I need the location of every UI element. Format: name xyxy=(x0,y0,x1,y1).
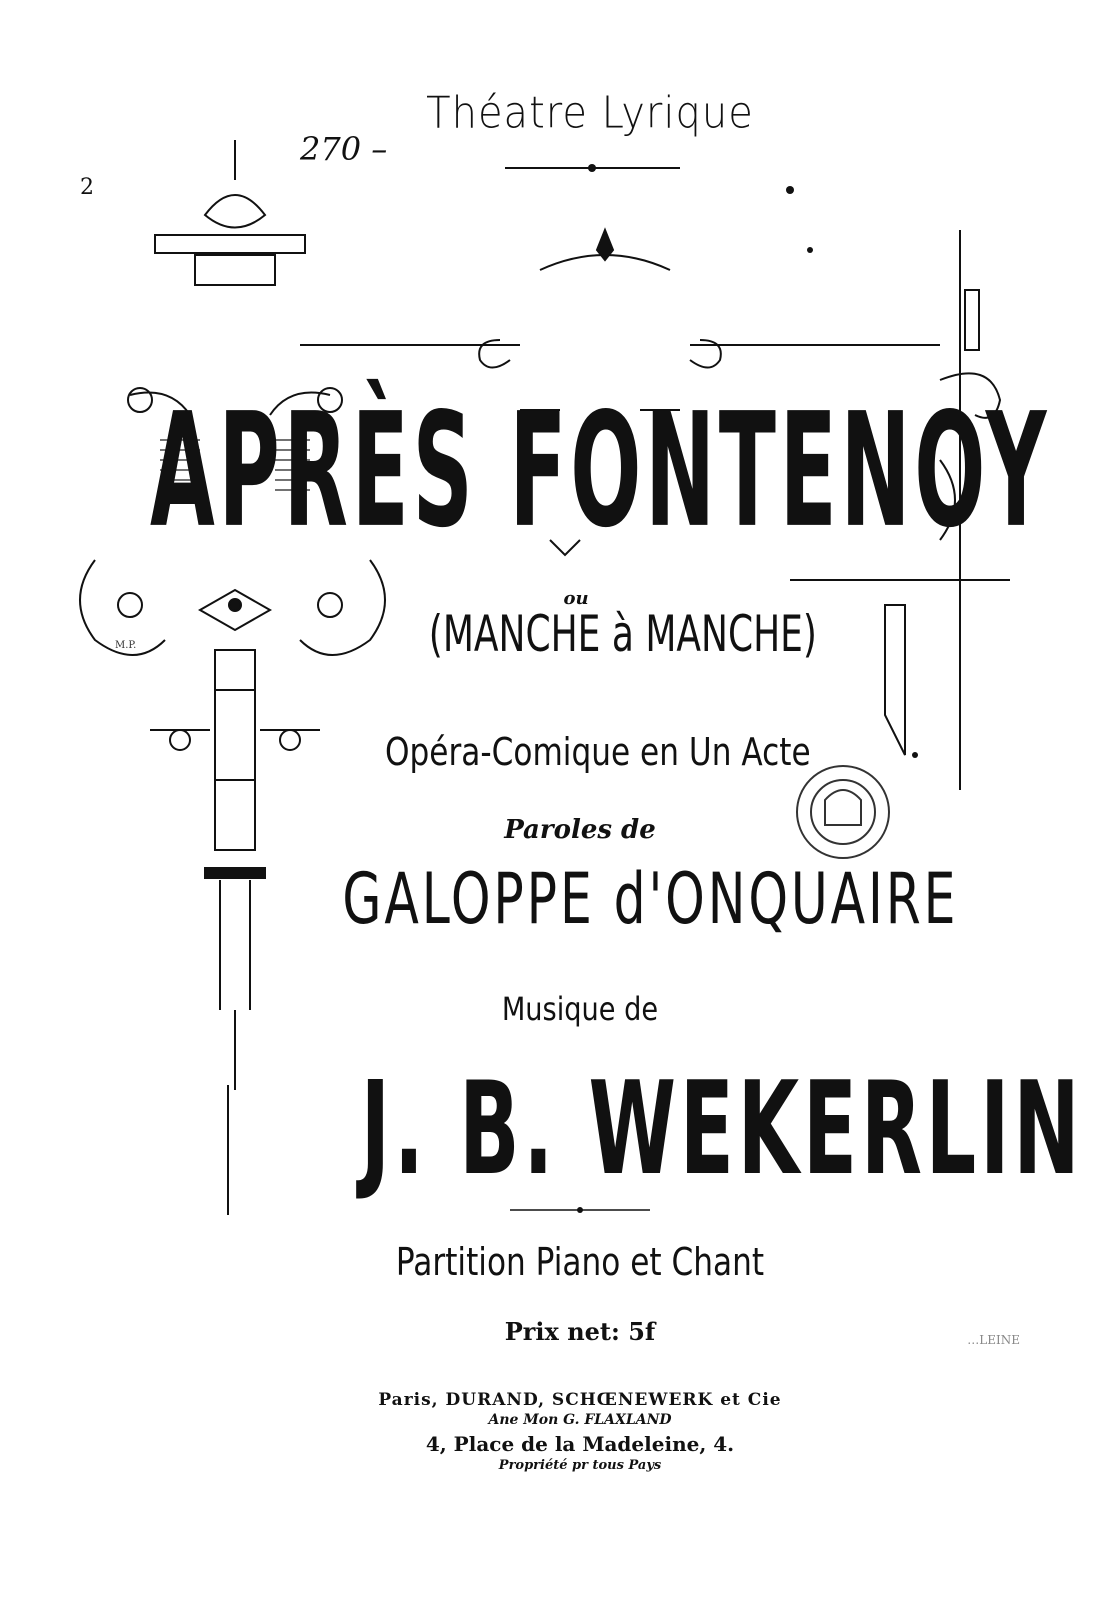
theatre-name: Théatre Lyrique xyxy=(426,87,754,139)
libretto-label: Paroles de xyxy=(504,815,656,845)
margin-mark: 2 xyxy=(80,175,94,200)
main-title: APRÈS FONTENOY xyxy=(150,380,1051,563)
composer-name: J. B. WEKERLIN xyxy=(360,1055,1084,1204)
subtitle: (MANCHE à MANCHE) xyxy=(428,605,817,663)
shelf-mark: 270 – xyxy=(300,130,388,168)
left-ornament-pillar xyxy=(80,140,385,1215)
edition-type: Partition Piano et Chant xyxy=(395,1240,765,1284)
signature: M.P. xyxy=(115,640,137,651)
price: Prix net: 5f xyxy=(504,1317,656,1346)
music-label: Musique de xyxy=(501,990,659,1028)
title-connector: ou xyxy=(563,588,589,609)
dealer-stamp: …LEINE xyxy=(967,1333,1020,1347)
publisher-address: 4, Place de la Madeleine, 4. xyxy=(425,1432,735,1456)
library-stamp xyxy=(797,766,889,858)
publisher-rights: Propriété pr tous Pays xyxy=(498,1458,662,1473)
publisher-line-2: Ane Mon G. FLAXLAND xyxy=(488,1412,672,1428)
genre-line: Opéra-Comique en Un Acte xyxy=(385,730,811,774)
publisher-line-1: Paris, DURAND, SCHŒNEWERK et Cie xyxy=(378,1390,782,1410)
librettist-name: GALOPPE d'ONQUAIRE xyxy=(342,858,959,940)
